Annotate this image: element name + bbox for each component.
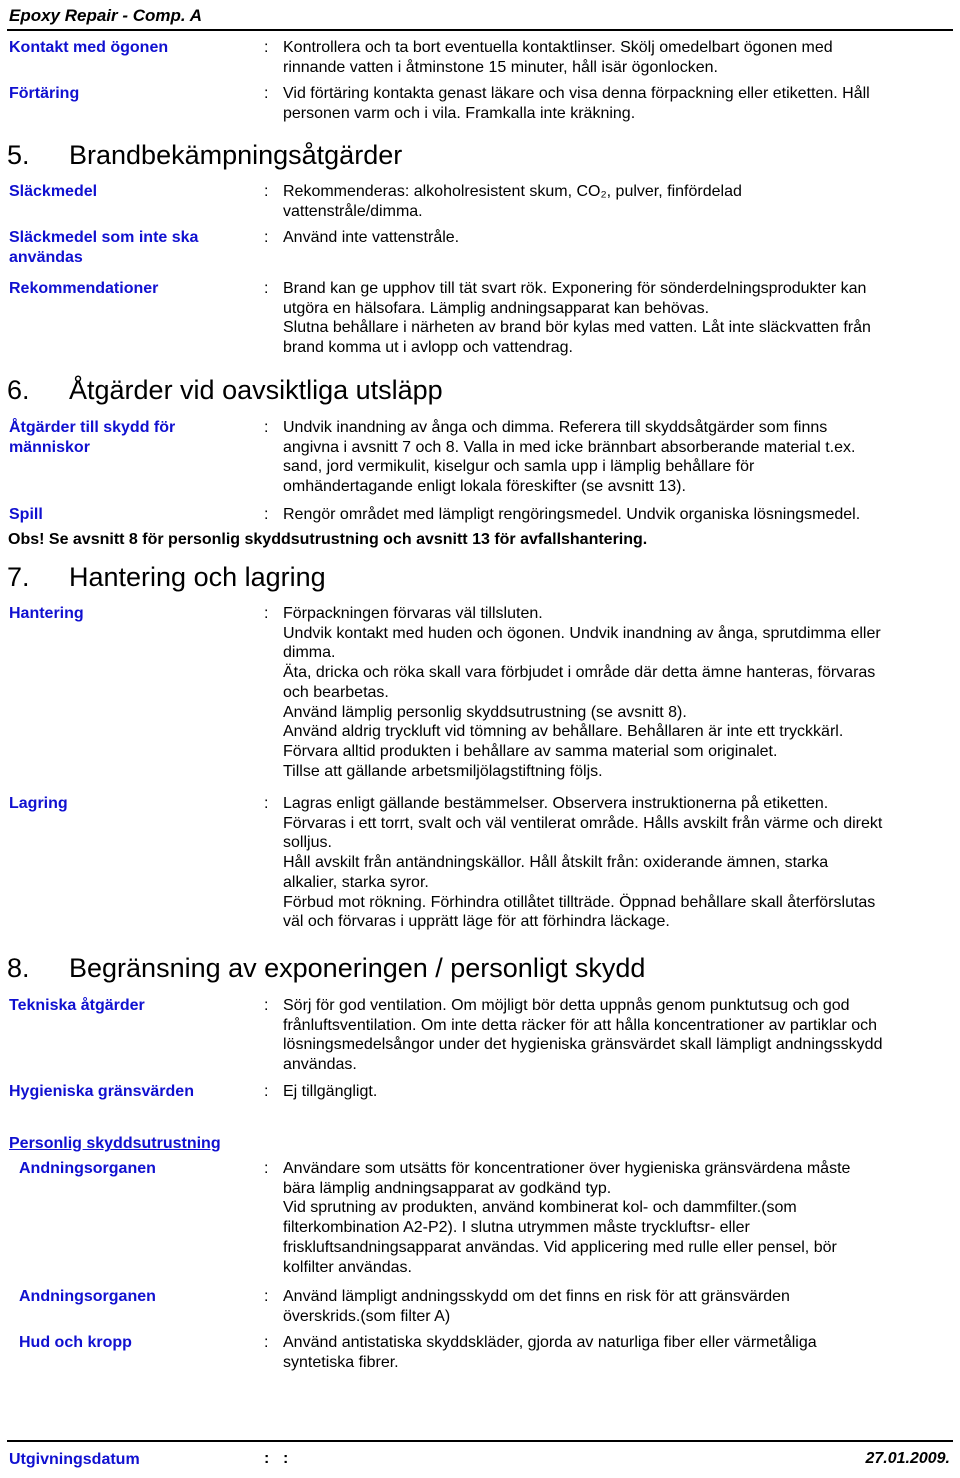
colon-separator: : [264, 1288, 269, 1305]
text-line: utgöra en hälsofara. Lämplig andningsapparat kan behövas. [283, 299, 710, 317]
text-line: omhändertagande enligt lokala föreskifter (se avsnitt 13). [283, 478, 686, 496]
text-line: lösningsmedelsångor under det hygieniska gränsvärdet skall lämpligt andningsskydd [283, 1036, 883, 1054]
text-line: Användare som utsätts för koncentrationer över hygieniska gränsvärdena måste [283, 1160, 851, 1177]
label-eye-contact: Kontakt med ögonen [9, 39, 169, 56]
label-skin-body: Hud och kropp [19, 1334, 132, 1351]
text-line: rinnande vatten i åtminstone 15 minuter, håll isär ögonlocken. [283, 58, 718, 76]
label-exposure-limits: Hygieniska gränsvärden [9, 1083, 194, 1100]
label-ingestion: Förtäring [9, 85, 80, 102]
text-line: Använd aldrig tryckluft vid tömning av behållare. Behållaren är inte ett tryckkärl. [283, 723, 844, 741]
text-line: bära lämplig andningsapparat av godkänd typ. [283, 1179, 612, 1197]
section-number: 8. [7, 953, 30, 983]
text-line: överskrids.(som filter A) [283, 1307, 451, 1325]
value-skin-body [283, 1333, 953, 1372]
section-7-heading [7, 562, 326, 592]
section-title: Brandbekämpningsåtgärder [69, 140, 403, 170]
section-title: Hantering och lagring [69, 562, 326, 592]
value-respiratory-2 [283, 1287, 953, 1326]
colon-separator: : [264, 85, 269, 102]
colon-separator: : [264, 1083, 269, 1100]
value-spill [283, 505, 953, 525]
value-unsuitable-media [283, 228, 953, 248]
value-handling [283, 604, 953, 781]
colon-separator: : [264, 1160, 269, 1177]
label-engineering-measures: Tekniska åtgärder [9, 997, 145, 1014]
text-line: personen varm och i vila. Framkalla inte kräkning. [283, 104, 636, 122]
text-line: Förpackningen förvaras väl tillsluten. [283, 605, 543, 622]
text-line: Lagras enligt gällande bestämmelser. Observera instruktionerna på etiketten. [283, 795, 829, 812]
value-recommendations [283, 279, 953, 358]
ppe-subheading: Personlig skyddsutrustning [9, 1135, 221, 1152]
value-respiratory [283, 1159, 953, 1277]
text-line: Brand kan ge upphov till tät svart rök. Exponering för sönderdelningsprodukter kan [283, 280, 867, 297]
text-line: Kontrollera och ta bort eventuella kontaktlinser. Skölj omedelbart ögonen med [283, 39, 833, 56]
colon-separator: : [283, 1450, 289, 1467]
text-line: syntetiska fibrer. [283, 1353, 399, 1371]
text-line: filterkombination A2-P2). I slutna utrymmen måste tryckluftsr- eller [283, 1219, 750, 1237]
text-line: Sörj för god ventilation. Om möjligt bör detta uppnås genom punktutsug och god [283, 997, 850, 1014]
section-6-heading [7, 375, 443, 405]
section-number: 7. [7, 562, 30, 592]
text-line: Äta, dricka och röka skall vara förbjudet i område där detta ämne hanteras, förvaras [283, 664, 876, 682]
text-line: brand komma ut i avlopp och vattendrag. [283, 339, 573, 357]
text-line: friskluftsandningsapparat användas. Vid applicering med rulle eller pensel, bör [283, 1238, 837, 1256]
colon-separator: : [264, 1450, 270, 1467]
label-recommendations: Rekommendationer [9, 280, 159, 297]
note-obs: Obs! Se avsnitt 8 för personlig skyddsutrustning och avsnitt 13 för avfallshantering. [8, 531, 648, 548]
text-line: Använd lämplig personlig skyddsutrustning (se avsnitt 8). [283, 703, 687, 721]
label-respiratory-2: Andningsorganen [19, 1288, 156, 1305]
section-title: Begränsning av exponeringen / personligt skydd [69, 953, 646, 983]
text-line: Undvik kontakt med huden och ögonen. Undvik inandning av ånga, sprutdimma eller [283, 624, 881, 642]
value-engineering-measures [283, 996, 953, 1075]
label-unsuitable-media: Släckmedel som inte ska användas [9, 229, 199, 266]
text-line: alkalier, starka syror. [283, 873, 429, 891]
value-exposure-limits [283, 1082, 953, 1102]
text-line: Vid förtäring kontakta genast läkare och visa denna förpackning eller etiketten. Håll [283, 85, 870, 102]
text-line: Tillse att gällande arbetsmiljölagstiftning följs. [283, 762, 603, 780]
text-line: Rekommenderas: alkoholresistent skum, CO₂, pulver, finfördelad [283, 183, 742, 200]
text-line: vattenstråle/dimma. [283, 202, 423, 220]
text-line: Använd inte vattenstråle. [283, 229, 460, 246]
section-number: 5. [7, 140, 30, 170]
text-line: väl och förvaras i upprätt läge för att förhindra läckage. [283, 913, 670, 931]
text-line: angivna i avsnitt 7 och 8. Valla in med icke brännbart absorberande material t.ex. [283, 438, 856, 456]
text-line: Slutna behållare i närheten av brand bör kylas med vatten. Låt inte släckvatten från [283, 319, 871, 337]
colon-separator: : [264, 506, 269, 523]
label-personal-precautions: Åtgärder till skydd för människor [9, 419, 176, 456]
issue-date: 27.01.2009. [865, 1450, 950, 1467]
colon-separator: : [264, 229, 269, 246]
text-line: kolfilter användas. [283, 1258, 412, 1276]
section-8-heading [7, 953, 645, 983]
label-storage: Lagring [9, 795, 68, 812]
value-storage [283, 794, 953, 932]
value-personal-precautions [283, 418, 953, 497]
text-line: Undvik inandning av ånga och dimma. Referera till skyddsåtgärder som finns [283, 419, 828, 436]
label-issue-date: Utgivningsdatum [9, 1451, 140, 1468]
text-line: Förbud mot rökning. Förhindra otillåtet tillträde. Öppnad behållare skall återförslutas [283, 893, 876, 911]
section-5-heading [7, 140, 402, 170]
text-line: Rengör området med lämpligt rengöringsmedel. Undvik organiska lösningsmedel. [283, 506, 861, 523]
label-handling: Hantering [9, 605, 84, 622]
text-line: Förvaras i ett torrt, svalt och väl ventilerat område. Hålls avskilt från värme och direkt [283, 814, 883, 832]
text-line: solljus. [283, 834, 332, 852]
text-line: frånluftsventilation. Om inte detta räcker för att hålla koncentrationer av partiklar och [283, 1016, 878, 1034]
value-extinguishing-media [283, 182, 953, 221]
footer-divider [7, 1440, 953, 1442]
value-ingestion [283, 84, 953, 123]
text-line: Förvara alltid produkten i behållare av samma material som originalet. [283, 742, 778, 760]
text-line: sand, jord vermikulit, kiselgur och samla upp i lämplig behållare för [283, 458, 755, 476]
document-title: Epoxy Repair - Comp. A [7, 3, 953, 31]
text-line: Håll avskilt från antändningskällor. Håll åtskilt från: oxiderande ämnen, starka [283, 854, 829, 872]
text-line: Vid sprutning av produkten, använd kombinerat kol- och dammfilter.(som [283, 1199, 797, 1217]
colon-separator: : [264, 997, 269, 1014]
colon-separator: : [264, 1334, 269, 1351]
text-line: användas. [283, 1056, 357, 1074]
section-number: 6. [7, 375, 30, 405]
label-extinguishing-media: Släckmedel [9, 183, 98, 200]
colon-separator: : [264, 605, 269, 622]
text-line: dimma. [283, 644, 336, 662]
section-title: Åtgärder vid oavsiktliga utsläpp [69, 375, 443, 405]
colon-separator: : [264, 280, 269, 297]
colon-separator: : [264, 39, 269, 56]
colon-separator: : [264, 419, 269, 436]
colon-separator: : [264, 183, 269, 200]
label-spill: Spill [9, 506, 43, 523]
text-line: Använd antistatiska skyddskläder, gjorda av naturliga fiber eller värmetåliga [283, 1334, 817, 1351]
text-line: och bearbetas. [283, 683, 389, 701]
text-line: Använd lämpligt andningsskydd om det finns en risk för att gränsvärden [283, 1288, 790, 1305]
text-line: Ej tillgängligt. [283, 1083, 378, 1100]
value-eye-contact [283, 38, 953, 77]
label-respiratory: Andningsorganen [19, 1160, 156, 1177]
colon-separator: : [264, 795, 269, 812]
